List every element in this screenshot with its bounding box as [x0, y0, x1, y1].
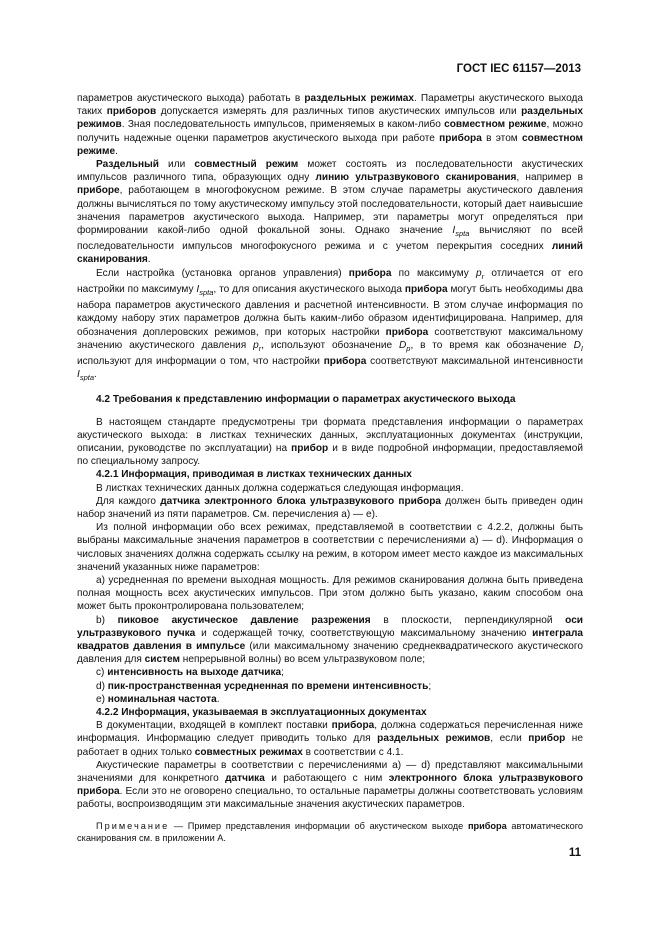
bold-term: прибора: [467, 820, 507, 831]
text-run: и в виде подробной информации, предоставляемой по специальному запросу.: [77, 442, 583, 468]
text-run: непрерывной волны) во всем ультразвуковом поле;: [180, 654, 426, 666]
bold-term: раздельных режимах: [304, 93, 414, 104]
text-run: ;: [428, 680, 432, 692]
text-run: В листках технических данных должна содержаться следующая информация.: [96, 482, 464, 494]
text-run: — Пример представления информации об акустическом выходе: [169, 820, 468, 831]
bold-term: датчика электронного блока ультразвукового прибора: [160, 495, 442, 507]
bold-term: Раздельный: [96, 159, 159, 171]
symbol-subscript: spta: [455, 229, 470, 239]
bold-term: приборов: [106, 106, 157, 118]
bold-term: прибора: [404, 283, 448, 295]
symbol-subscript: spta: [199, 287, 214, 297]
page-body: [77, 92, 583, 844]
text-run: могут быть необходимы два набора параметров акустического давления и расчетной интенсивности. В этом случае информация по каждому набору этих параметров должна быть каким-либо образом идентифицирована. Например, для обозначения доплеровских режимов, при которых настройки: [77, 283, 584, 338]
symbol: I: [452, 225, 456, 237]
document-standard-header: ГОСТ IEC 61157—2013: [456, 63, 581, 75]
text-run: (или максимальному значению среднеквадратического акустического давления для: [77, 641, 583, 666]
section-heading-4-2: 4.2 Требования к представлению информации о параметрах акустического выхода: [96, 394, 516, 406]
text-run: отличается от его настройки по максимуму: [77, 267, 583, 295]
text-run: в соответствии с 4.1.: [302, 746, 404, 758]
text-run: , можно получить надежные оценки параметров акустического выхода при работе: [77, 119, 583, 144]
text-run: , работающем в многофокусном режиме. В этом случае параметры акустического давления должны вычисляться по тому акустическому импульсу этой последовательности, который дает наивысшие значения параметров акустического выхода. Например, эти параметры могут определяться при формировании какой-либо одной фокальной зоны. Однако значение: [77, 185, 583, 237]
bold-term: номинальная частота: [107, 693, 217, 705]
bold-term: линий сканирования: [77, 241, 583, 266]
bold-term: интеграла квадратов давления в импульсе: [77, 627, 583, 652]
text-run: Акустические параметры в соответствии с перечислениями а) — d) представляют максимальными значениями для конкретного: [77, 759, 583, 785]
paragraph-datasheet-intro: [77, 482, 583, 495]
paragraph-formats: [77, 416, 583, 469]
text-run: автоматического сканирования см. в приложении А.: [77, 820, 583, 844]
text-run: d): [96, 680, 108, 692]
text-run: или: [158, 159, 195, 171]
text-run: допускается измерять для различных типов акустических импульсов или: [156, 106, 522, 118]
text-run: соответствуют максимальной интенсивности: [366, 355, 583, 367]
symbol-subscript: r: [258, 343, 262, 353]
symbol-subscript: r: [481, 271, 485, 281]
list-item-d: [77, 680, 583, 693]
text-run: должен быть приведен один набор значений из пяти параметров. См. перечисления а) — е).: [77, 495, 583, 520]
paragraph-separate-modes: [77, 92, 583, 158]
symbol: p: [253, 339, 259, 351]
bold-term: прибора: [331, 720, 375, 732]
paragraph-acoustic-parameters: [77, 759, 583, 812]
symbol: D: [398, 339, 407, 351]
text-run: может состоять из последовательности акустических импульсов различного типа, образующих одну: [77, 159, 583, 184]
symbol: D: [573, 339, 581, 351]
section-heading-4-2-2: 4.2.2 Информация, указываемая в эксплуатационных документах: [96, 707, 427, 719]
bold-term: оси ультразвукового пучка: [77, 614, 584, 639]
text-run: В настоящем стандарте предусмотрены три формата представления информации о параметрах акустического выхода: в листках технических данных, эксплуатационных документах (инструкции, описании, руководстве по эксплуатации) на: [77, 416, 583, 454]
text-run: . Зная последовательность импульсов, применяемых в каком-либо: [121, 119, 445, 131]
paragraph-max-values: [77, 521, 583, 574]
text-run: , используют обозначение: [261, 339, 399, 351]
note-example: [77, 820, 583, 845]
text-run: по максимуму: [391, 267, 477, 279]
text-run: в этом: [481, 132, 523, 144]
text-run: . Параметры акустического выхода таких: [77, 93, 583, 118]
text-run: , если: [490, 733, 529, 745]
text-run: в плоскости, перпендикулярной: [370, 614, 566, 626]
text-run: и содержащей точку, соответствующую максимальному значению: [195, 627, 533, 639]
symbol: I: [77, 369, 80, 381]
list-item-e: [77, 693, 583, 706]
symbol-subscript: spta: [79, 373, 94, 383]
text-run: .: [216, 693, 220, 705]
paragraph-documentation: [77, 719, 583, 759]
text-run: c): [96, 667, 108, 679]
symbol: p: [476, 267, 482, 279]
bold-term: интенсивность на выходе датчика: [107, 667, 282, 679]
text-run: , в то время как обозначение: [410, 339, 574, 351]
text-run: .: [115, 145, 118, 157]
bold-term: прибора: [385, 326, 429, 338]
text-run: . Если это не оговорено специально, то остальные параметры должны соответствовать условиям работы, воспроизводящим эти максимальные значения акустических параметров.: [77, 786, 583, 811]
text-run: .: [147, 254, 151, 266]
bold-term: прибор: [291, 442, 329, 454]
bold-term: электронного блока ультразвукового прибора: [77, 773, 583, 798]
text-run: Для каждого: [96, 495, 161, 507]
list-item-a: [77, 574, 583, 614]
paragraph-combined-mode: [77, 158, 583, 267]
bold-term: совместный режим: [194, 159, 299, 171]
bold-term: датчика: [225, 773, 265, 785]
text-run: используют для информации о том, что настройки: [77, 355, 324, 367]
text-run: e): [96, 693, 108, 705]
text-run: соответствуют максимальному значению акустического давления: [77, 326, 583, 351]
bold-term: раздельных режимов: [377, 733, 491, 745]
bold-term: прибор: [528, 733, 566, 745]
bold-term: пиковое акустическое давление разрежения: [117, 614, 371, 626]
bold-term: прибора: [348, 267, 392, 279]
text-run: Из полной информации обо всех режимах, представляемой в соответствии с 4.2.2, должны быть выбраны максимальные значения параметров в соответствии с перечислениями а) — d). Информация о числовых значениях должна содержать ссылку на режим, в котором имеет место каждое из максимальных значений указанных ниже параметров:: [77, 522, 583, 573]
text-run: , то для описания акустического выхода: [213, 283, 405, 295]
list-item-c: [77, 666, 583, 679]
bold-term: приборе: [77, 185, 120, 197]
section-heading-4-2-1: 4.2.1 Информация, приводимая в листках технических данных: [96, 469, 412, 481]
bold-term: пик-пространственная усредненная по времени интенсивность: [107, 680, 429, 692]
text-run: , например в: [516, 172, 584, 184]
bold-term: совместных режимах: [194, 746, 303, 758]
text-run: , должна содержаться перечисленная ниже информация. Информацию следует приводить только для: [77, 720, 583, 745]
bold-term: совместном режиме: [77, 132, 583, 157]
text-run: a) усредненная по времени выходная мощность. Для режимов сканирования должна быть приведена полная мощность всех акустических импульсов. При этом должно быть указано, каким способом она может быть проконтролирована пользователем;: [77, 574, 583, 613]
bold-term: совместном режиме: [444, 119, 547, 131]
page-number: 11: [568, 847, 581, 859]
text-run: ;: [281, 667, 284, 679]
note-label: Примечание: [96, 820, 170, 831]
bold-term: линию ультразвукового сканирования: [315, 172, 517, 184]
symbol-subscript: p: [406, 343, 411, 353]
text-run: .: [94, 369, 97, 381]
symbol: I: [196, 283, 200, 295]
list-item-b: [77, 614, 583, 667]
bold-term: систем: [144, 654, 180, 666]
text-run: вычисляют по всей последовательности импульсов многофокусного режима и с учетом перекрытия соседних: [77, 225, 583, 253]
text-run: В документации, входящей в комплект поставки: [96, 720, 332, 732]
text-run: параметров акустического выхода) работать в: [77, 93, 305, 104]
paragraph-settings-max: [77, 267, 583, 385]
bold-term: прибора: [439, 132, 482, 144]
bold-term: раздельных режимов: [77, 106, 584, 131]
paragraph-per-probe: [77, 495, 583, 521]
text-run: и работающего с ним: [264, 773, 389, 785]
text-run: b): [96, 614, 118, 626]
text-run: не работает в одних только: [77, 733, 584, 758]
bold-term: прибора: [323, 355, 367, 367]
symbol-subscript: I: [580, 343, 583, 353]
text-run: Если настройка (установка органов управления): [96, 267, 349, 279]
